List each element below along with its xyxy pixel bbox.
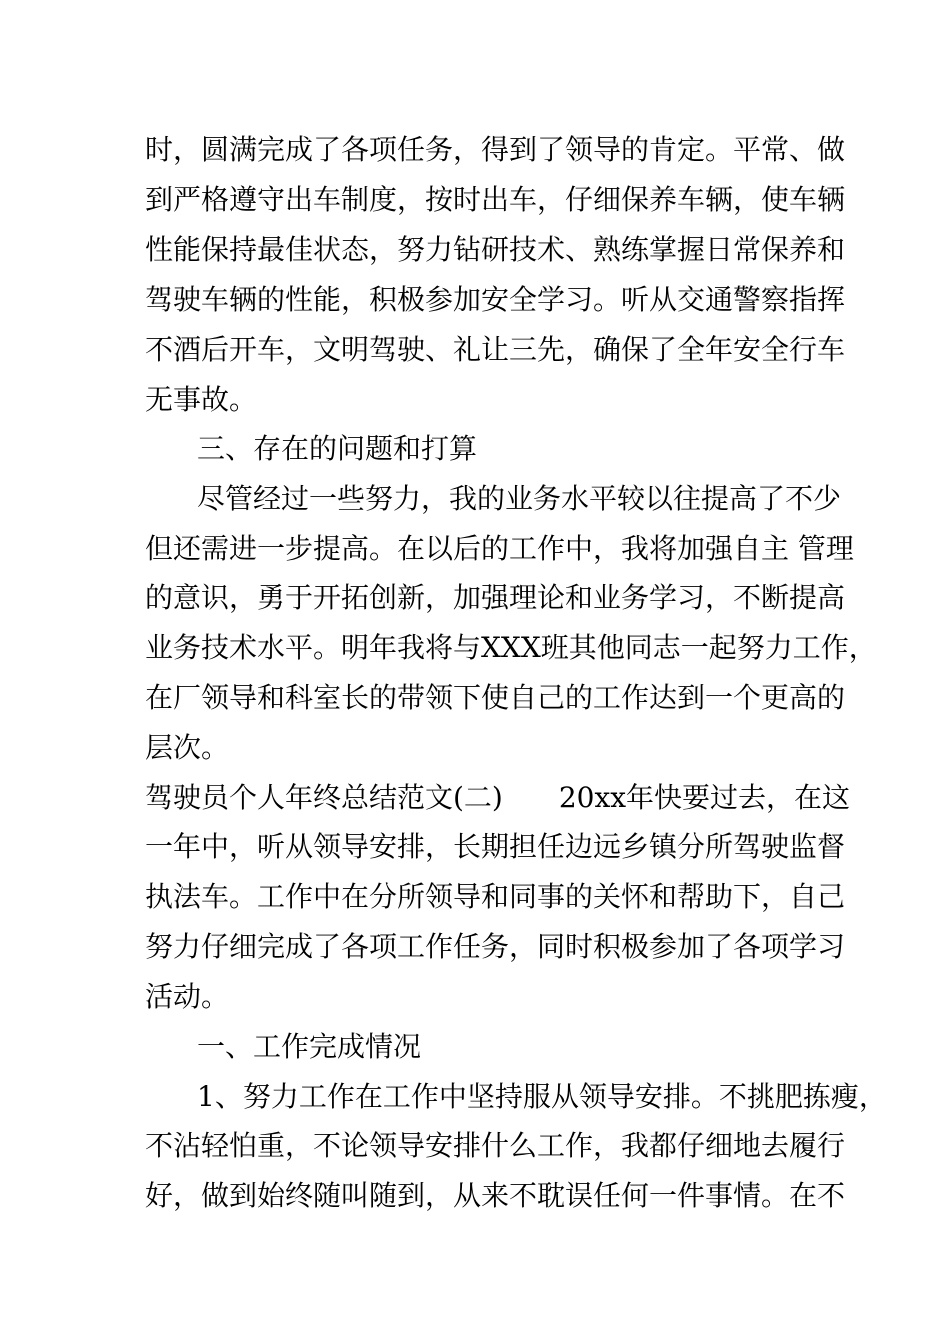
section-heading: 三、存在的问题和打算 [197, 432, 478, 465]
paragraph-line: 业务技术水平。明年我将与XXX班其他同志一起努力工作， [145, 631, 877, 664]
paragraph-line: 性能保持最佳状态，努力钻研技术、熟练掌握日常保养和 [145, 233, 846, 266]
paragraph-line: 活动。 [145, 980, 230, 1013]
paragraph-line: 在厂领导和科室长的带领下使自己的工作达到一个更高的 [145, 681, 846, 714]
paragraph-line: 层次。 [145, 731, 230, 764]
paragraph-line: 到严格遵守出车制度，按时出车，仔细保养车辆，使车辆 [145, 183, 846, 216]
paragraph-line: 尽管经过一些努力，我的业务水平较以往提高了不少 [197, 482, 842, 515]
paragraph-line: 执法车。工作中在分所领导和同事的关怀和帮助下，自己 [145, 880, 846, 913]
section-heading: 一、工作完成情况 [197, 1030, 422, 1063]
paragraph-line: 1、努力工作在工作中坚持服从领导安排。不挑肥拣瘦， [197, 1080, 887, 1113]
paragraph-line: 无事故。 [145, 383, 258, 416]
paragraph-line: 一年中，听从领导安排，长期担任边远乡镇分所驾驶监督 [145, 830, 846, 863]
document-title-line: 驾驶员个人年终总结范文(二) 20xx年快要过去，在这 [145, 781, 851, 814]
paragraph-line: 但还需进一步提高。在以后的工作中，我将加强自主 管理 [145, 532, 854, 565]
paragraph-line: 时，圆满完成了各项任务，得到了领导的肯定。平常、做 [145, 133, 846, 166]
paragraph-line: 不沾轻怕重，不论领导安排什么工作，我都仔细地去履行 [145, 1129, 846, 1162]
paragraph-line: 好，做到始终随叫随到，从来不耽误任何一件事情。在不 [145, 1179, 846, 1212]
paragraph-line: 努力仔细完成了各项工作任务，同时积极参加了各项学习 [145, 930, 846, 963]
paragraph-line: 不酒后开车，文明驾驶、礼让三先，确保了全年安全行车 [145, 333, 846, 366]
paragraph-line: 的意识，勇于开拓创新，加强理论和业务学习，不断提高 [145, 581, 846, 614]
paragraph-line: 驾驶车辆的性能，积极参加安全学习。听从交通警察指挥 [145, 283, 846, 316]
